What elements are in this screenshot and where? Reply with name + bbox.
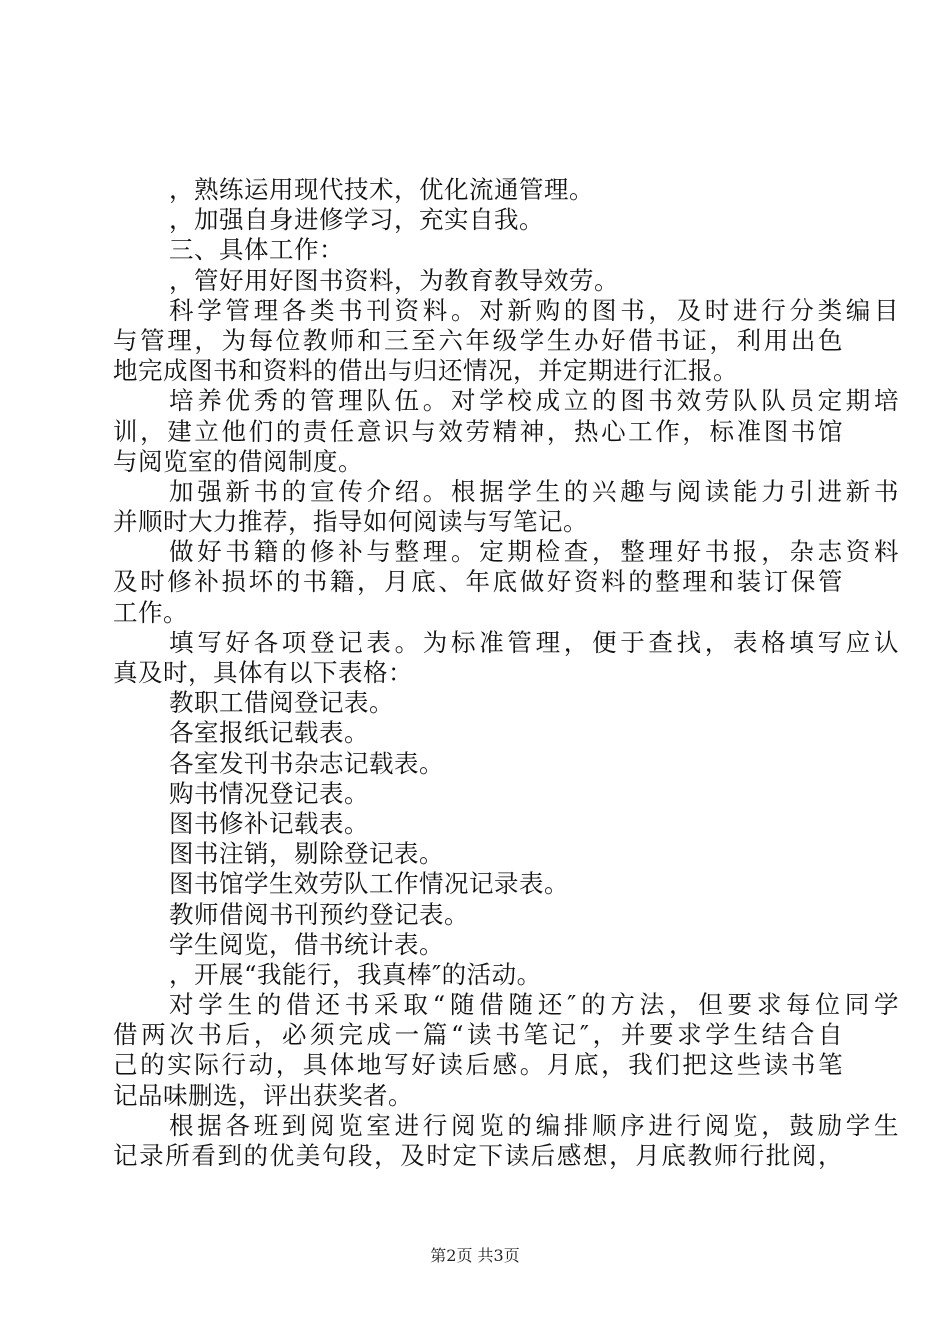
list-item: 各室发刊书杂志记载表。 [169, 748, 444, 778]
text-line: 记录所看到的优美句段，及时定下读后感想，月底教师行批阅， [113, 1141, 843, 1170]
text-line: 己的实际行动，具体地写好读后感。月底，我们把这些读书笔 [113, 1050, 843, 1080]
text-line: 培养优秀的管理队伍。对学校成立的图书效劳队队员定期培 [169, 386, 899, 416]
text-line: ，开展“我能行，我真棒″的活动。 [169, 959, 542, 989]
text-line: 地完成图书和资料的借出与归还情况，并定期进行汇报。 [113, 356, 738, 386]
list-item: 各室报纸记载表。 [169, 718, 369, 748]
list-item: 购书情况登记表。 [169, 778, 369, 808]
text-line: 借两次书后，必须完成一篇“读书笔记″，并要求学生结合自 [113, 1020, 843, 1050]
text-line: 及时修补损坏的书籍，月底、年底做好资料的整理和装订保管 [113, 567, 843, 597]
text-line: 与管理，为每位教师和三至六年级学生办好借书证，利用出色 [113, 325, 843, 355]
page-number: 第2页 共3页 [430, 1246, 520, 1265]
text-line: 并顺时大力推荐，指导如何阅读与写笔记。 [113, 507, 588, 537]
list-item: 学生阅览，借书统计表。 [169, 929, 444, 959]
list-item: 图书修补记载表。 [169, 808, 369, 838]
text-line: ，管好用好图书资料，为教育教导效劳。 [169, 265, 619, 295]
text-line: 记品味删选，评出获奖者。 [113, 1080, 413, 1110]
text-line: 对学生的借还书采取“随借随还″的方法，但要求每位同学 [169, 990, 899, 1020]
section-heading: 三、具体工作： [169, 235, 344, 265]
text-line: 填写好各项登记表。为标准管理，便于查找，表格填写应认 [169, 627, 899, 657]
text-line: 工作。 [113, 597, 188, 627]
text-line: 与阅览室的借阅制度。 [113, 446, 363, 476]
page-footer [0, 1246, 950, 1266]
text-line: 科学管理各类书刊资料。对新购的图书，及时进行分类编目 [169, 295, 899, 325]
list-item: 教师借阅书刊预约登记表。 [169, 899, 469, 929]
list-item: 图书注销，剔除登记表。 [169, 839, 444, 869]
list-item: 教职工借阅登记表。 [169, 688, 394, 718]
text-line: ，加强自身进修学习，充实自我。 [169, 205, 544, 235]
document-body [113, 175, 899, 1171]
text-line: 根据各班到阅览室进行阅览的编排顺序进行阅览，鼓励学生 [169, 1110, 899, 1140]
text-line: 做好书籍的修补与整理。定期检查，整理好书报，杂志资料 [169, 537, 899, 567]
text-line: 训，建立他们的责任意识与效劳精神，热心工作，标准图书馆 [113, 416, 843, 446]
list-item: 图书馆学生效劳队工作情况记录表。 [169, 869, 569, 899]
text-line: ，熟练运用现代技术，优化流通管理。 [169, 175, 594, 204]
text-line: 真及时，具体有以下表格： [113, 658, 413, 687]
text-line: 加强新书的宣传介绍。根据学生的兴趣与阅读能力引进新书 [169, 476, 899, 506]
